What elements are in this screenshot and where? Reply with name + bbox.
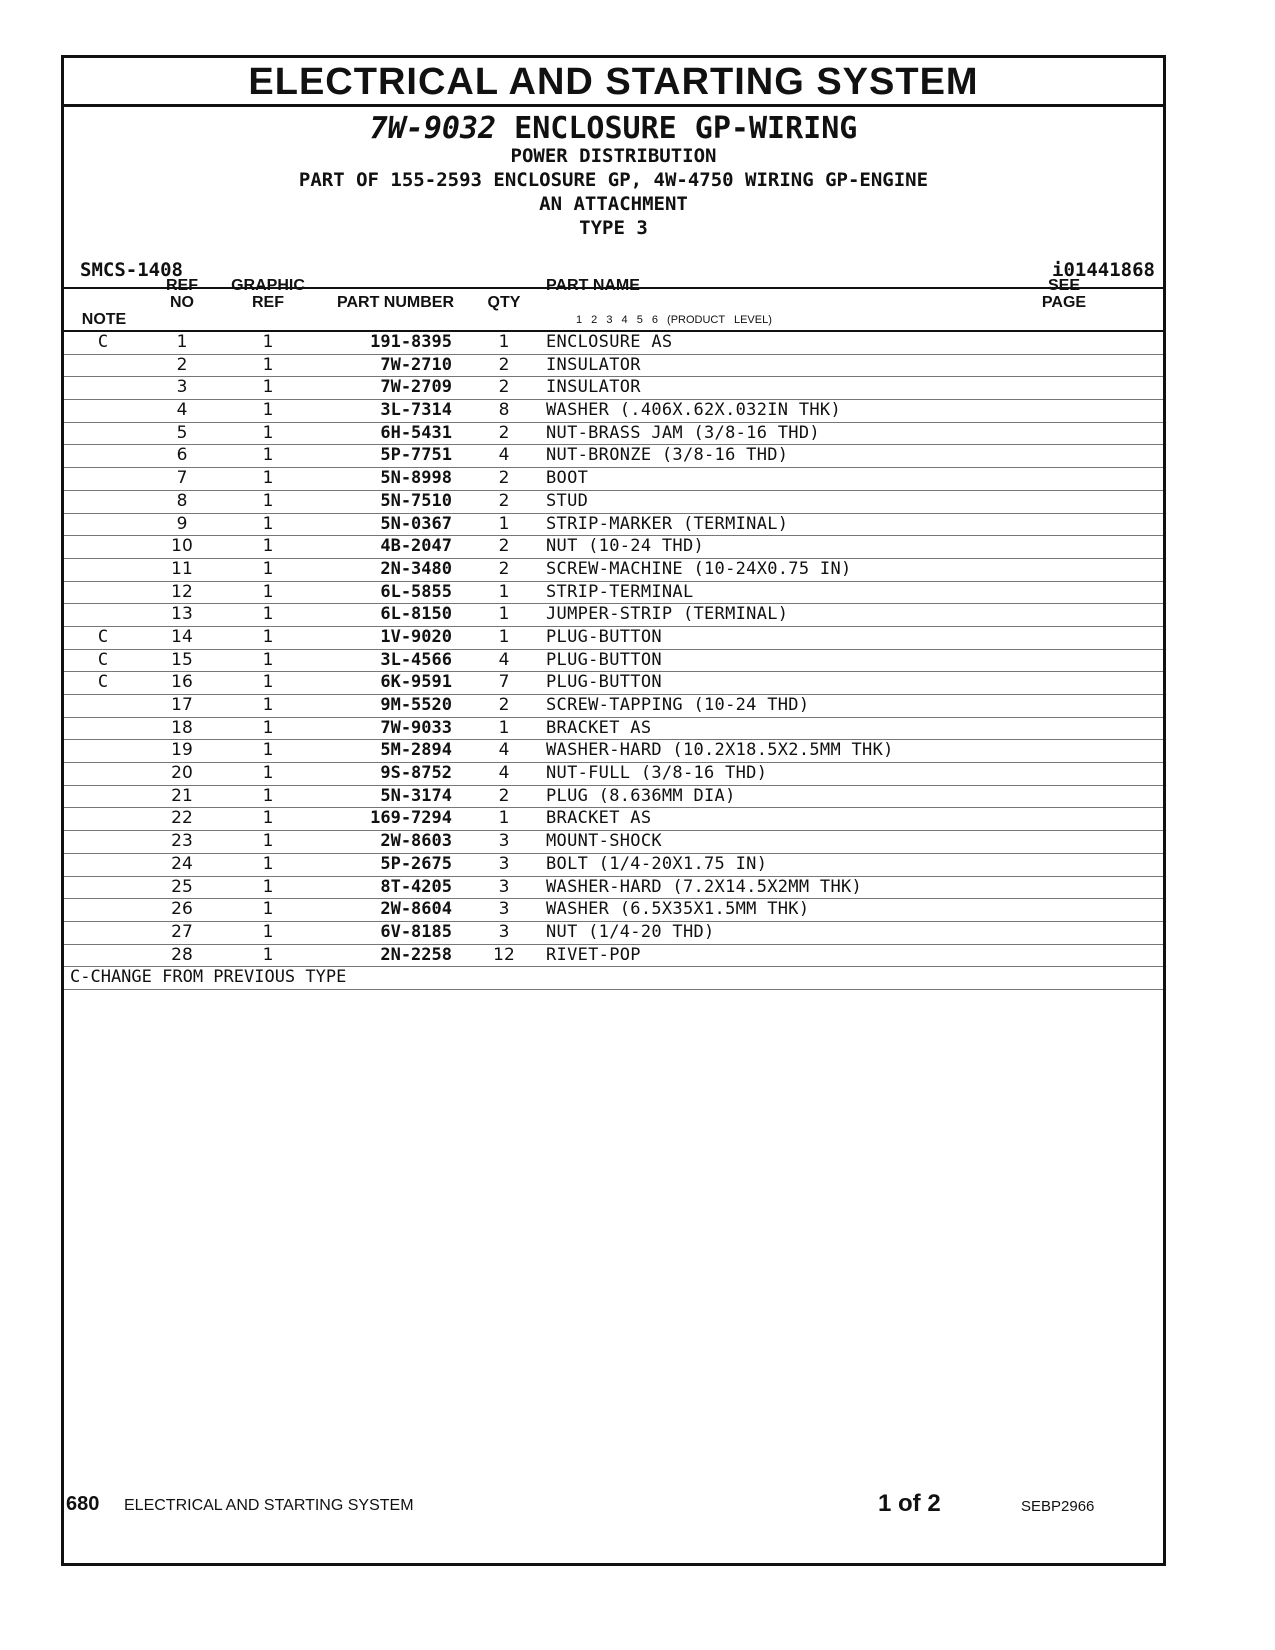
table-row [64,445,1163,468]
group-title [64,111,1163,147]
part-number-cell: 5N-0367 [380,513,452,534]
part-number-cell: 7W-9033 [380,717,452,738]
smcs-code: SMCS-1408 [80,259,183,281]
graphic-ref-cell: 1 [262,445,274,466]
footer-section-title: ELECTRICAL AND STARTING SYSTEM [124,1497,414,1514]
part-name-cell: PLUG-BUTTON [546,672,662,693]
ref-no-cell: 26 [171,899,193,920]
ref-no-cell: 9 [176,513,188,534]
part-name-cell: NUT-BRASS JAM (3/8-16 THD) [546,422,820,443]
illustration-id: i01441868 [1052,259,1155,281]
part-name-cell: WASHER-HARD (7.2X14.5X2MM THK) [546,876,863,897]
ref-no-cell: 2 [176,354,188,375]
table-row [64,627,1163,650]
graphic-ref-cell: 1 [262,899,274,920]
qty-cell: 7 [498,672,510,693]
qty-cell: 2 [498,354,510,375]
qty-cell: 4 [498,763,510,784]
footer-doc-id: SEBP2966 [1021,1498,1095,1515]
note-cell: C [97,672,109,693]
ref-no-cell: 12 [171,581,193,602]
qty-cell: 3 [498,876,510,897]
part-name-cell: INSULATOR [546,377,641,398]
graphic-ref-cell: 1 [262,763,274,784]
ref-no-cell: 18 [171,717,193,738]
table-row [64,695,1163,718]
table-row [64,400,1163,423]
col-header-graphic-ref: GRAPHIC REF [231,277,305,311]
part-number-cell: 6H-5431 [380,422,452,443]
table-row [64,377,1163,400]
table-row [64,355,1163,378]
part-number-cell: 9S-8752 [380,763,452,784]
ref-no-cell: 17 [171,695,193,715]
table-row [64,718,1163,741]
ref-no-cell: 15 [171,649,193,670]
ref-no-cell: 22 [171,808,193,829]
part-name-cell: BRACKET AS [546,808,652,829]
part-number-cell: 5P-2675 [380,853,452,874]
ref-no-cell: 4 [176,400,188,421]
part-name-cell: NUT (10-24 THD) [546,536,705,557]
qty-cell: 4 [498,740,510,761]
graphic-ref-cell: 1 [262,332,274,352]
part-name-cell: NUT-FULL (3/8-16 THD) [546,763,768,784]
part-name-cell: STRIP-MARKER (TERMINAL) [546,513,789,534]
qty-cell: 1 [498,581,510,602]
part-number-cell: 169-7294 [370,808,452,829]
subtitle-line-4: TYPE 3 [579,217,648,239]
part-name-cell: STRIP-TERMINAL [546,581,694,602]
part-number-cell: 2W-8603 [380,831,452,852]
graphic-ref-cell: 1 [262,649,274,670]
part-number-cell: 6V-8185 [380,921,452,942]
table-row [64,582,1163,605]
qty-cell: 1 [498,717,510,738]
page-frame [61,55,1166,1566]
table-row [64,945,1163,968]
part-number-cell: 7W-2709 [380,377,452,398]
part-name-cell: JUMPER-STRIP (TERMINAL) [546,604,789,625]
part-number-cell: 5N-8998 [380,468,452,489]
col-header-part-name: PART NAME [546,277,640,294]
page-title: ELECTRICAL AND STARTING SYSTEM [64,58,1163,107]
qty-cell: 2 [498,422,510,443]
graphic-ref-cell: 1 [262,490,274,511]
graphic-ref-cell: 1 [262,581,274,602]
part-number-cell: 3L-4566 [380,649,452,670]
table-row [64,808,1163,831]
footer-page-number: 680 [66,1493,100,1515]
table-row [64,740,1163,763]
qty-cell: 1 [498,626,510,647]
qty-cell: 3 [498,831,510,852]
table-row [64,922,1163,945]
qty-cell: 12 [493,944,515,965]
qty-cell: 2 [498,377,510,398]
part-name-cell: PLUG-BUTTON [546,626,662,647]
part-number-cell: 6K-9591 [380,672,452,693]
graphic-ref-cell: 1 [262,740,274,761]
ref-no-cell: 24 [171,853,193,874]
part-number-cell: 3L-7314 [380,400,452,421]
ref-no-cell: 6 [176,445,188,466]
table-row [64,899,1163,922]
table-row [64,559,1163,582]
table-row [64,423,1163,446]
qty-cell: 8 [498,400,510,421]
qty-cell: 3 [498,921,510,942]
table-row [64,650,1163,673]
col-header-part-number: PART NUMBER [336,294,454,311]
part-number-cell: 191-8395 [370,332,452,352]
qty-cell: 2 [498,558,510,579]
part-name-cell: WASHER (.406X.62X.032IN THK) [546,400,841,421]
part-number-cell: 6L-5855 [380,581,452,602]
table-row [64,831,1163,854]
ref-no-cell: 16 [171,672,193,693]
table-row [64,491,1163,514]
graphic-ref-cell: 1 [262,831,274,852]
part-name-cell: SCREW-MACHINE (10-24X0.75 IN) [546,558,852,579]
table-row [64,672,1163,695]
table-row [64,877,1163,900]
col-header-see-page: SEE PAGE [1041,277,1087,311]
graphic-ref-cell: 1 [262,626,274,647]
parts-table [64,332,1163,990]
col-header-ref-no: REF NO [166,277,198,311]
part-name-cell: PLUG (8.636MM DIA) [546,785,736,806]
product-level-labels: 1 2 3 4 5 6 (PRODUCT LEVEL) [576,314,772,326]
part-number-cell: 5N-3174 [380,785,452,806]
graphic-ref-cell: 1 [262,944,274,965]
table-row [64,514,1163,537]
graphic-ref-cell: 1 [262,354,274,375]
graphic-ref-cell: 1 [262,377,274,398]
graphic-ref-cell: 1 [262,695,274,715]
qty-cell: 2 [498,468,510,489]
part-name-cell: STUD [546,490,589,511]
note-cell: C [97,649,109,670]
part-number-cell: 2W-8604 [380,899,452,920]
part-number-cell: 1V-9020 [380,626,452,647]
part-name-cell: PLUG-BUTTON [546,649,662,670]
qty-cell: 4 [498,649,510,670]
graphic-ref-cell: 1 [262,853,274,874]
graphic-ref-cell: 1 [262,921,274,942]
ref-no-cell: 21 [171,785,193,806]
part-number-cell: 5P-7751 [380,445,452,466]
graphic-ref-cell: 1 [262,672,274,693]
group-part-number: 7W-9032 [369,111,497,146]
part-name-cell: ENCLOSURE AS [546,332,673,352]
part-name-cell: SCREW-TAPPING (10-24 THD) [546,695,810,715]
subtitle-line-1: POWER DISTRIBUTION [510,145,717,167]
part-name-cell: INSULATOR [546,354,641,375]
part-name-cell: NUT (1/4-20 THD) [546,921,715,942]
part-number-cell: 5M-2894 [380,740,452,761]
ref-no-cell: 28 [171,944,193,965]
part-number-cell: 2N-3480 [380,558,452,579]
part-number-cell: 6L-8150 [380,604,452,625]
qty-cell: 1 [498,513,510,534]
note-cell: C [97,626,109,647]
part-name-cell: MOUNT-SHOCK [546,831,662,852]
footer-page-of: 1 of 2 [878,1490,941,1517]
ref-no-cell: 3 [176,377,188,398]
qty-cell: 1 [498,604,510,625]
table-row [64,854,1163,877]
part-name-cell: BOOT [546,468,589,489]
part-name-cell: WASHER-HARD (10.2X18.5X2.5MM THK) [546,740,894,761]
table-row [64,468,1163,491]
qty-cell: 1 [498,332,510,352]
ref-no-cell: 20 [171,763,193,784]
footnote-text: C-CHANGE FROM PREVIOUS TYPE [70,967,347,988]
graphic-ref-cell: 1 [262,513,274,534]
part-number-cell: 5N-7510 [380,490,452,511]
table-row [64,536,1163,559]
ref-no-cell: 11 [171,558,193,579]
note-cell: C [97,332,109,352]
part-name-cell: WASHER (6.5X35X1.5MM THK) [546,899,810,920]
col-header-note: NOTE [81,311,127,328]
ref-no-cell: 1 [176,332,188,352]
graphic-ref-cell: 1 [262,604,274,625]
ref-no-cell: 14 [171,626,193,647]
part-number-cell: 7W-2710 [380,354,452,375]
table-row [64,332,1163,355]
table-row [64,604,1163,627]
qty-cell: 1 [498,808,510,829]
table-row [64,786,1163,809]
ref-no-cell: 23 [171,831,193,852]
graphic-ref-cell: 1 [262,808,274,829]
subtitle-line-3: AN ATTACHMENT [539,193,688,215]
graphic-ref-cell: 1 [262,558,274,579]
footnote-row [64,967,1163,990]
part-number-cell: 8T-4205 [380,876,452,897]
ref-no-cell: 19 [171,740,193,761]
qty-cell: 2 [498,536,510,557]
graphic-ref-cell: 1 [262,422,274,443]
graphic-ref-cell: 1 [262,536,274,557]
part-name-cell: RIVET-POP [546,944,641,965]
part-name-cell: NUT-BRONZE (3/8-16 THD) [546,445,789,466]
ref-no-cell: 5 [176,422,188,443]
graphic-ref-cell: 1 [262,400,274,421]
part-name-cell: BOLT (1/4-20X1.75 IN) [546,853,768,874]
graphic-ref-cell: 1 [262,876,274,897]
part-number-cell: 2N-2258 [380,944,452,965]
graphic-ref-cell: 1 [262,785,274,806]
qty-cell: 3 [498,899,510,920]
ref-no-cell: 27 [171,921,193,942]
graphic-ref-cell: 1 [262,468,274,489]
ref-no-cell: 25 [171,876,193,897]
qty-cell: 2 [498,785,510,806]
subtitle-line-2: PART OF 155-2593 ENCLOSURE GP, 4W-4750 WIRING GP-ENGINE [298,169,929,191]
part-number-cell: 4B-2047 [380,536,452,557]
group-name: ENCLOSURE GP-WIRING [514,111,858,146]
table-row [64,763,1163,786]
ref-no-cell: 13 [171,604,193,625]
col-header-qty: QTY [487,294,521,311]
ref-no-cell: 8 [176,490,188,511]
part-number-cell: 9M-5520 [380,695,452,715]
ref-no-cell: 7 [176,468,188,489]
qty-cell: 4 [498,445,510,466]
part-name-cell: BRACKET AS [546,717,652,738]
graphic-ref-cell: 1 [262,717,274,738]
qty-cell: 3 [498,853,510,874]
qty-cell: 2 [498,490,510,511]
ref-no-cell: 10 [171,536,193,557]
qty-cell: 2 [498,695,510,715]
